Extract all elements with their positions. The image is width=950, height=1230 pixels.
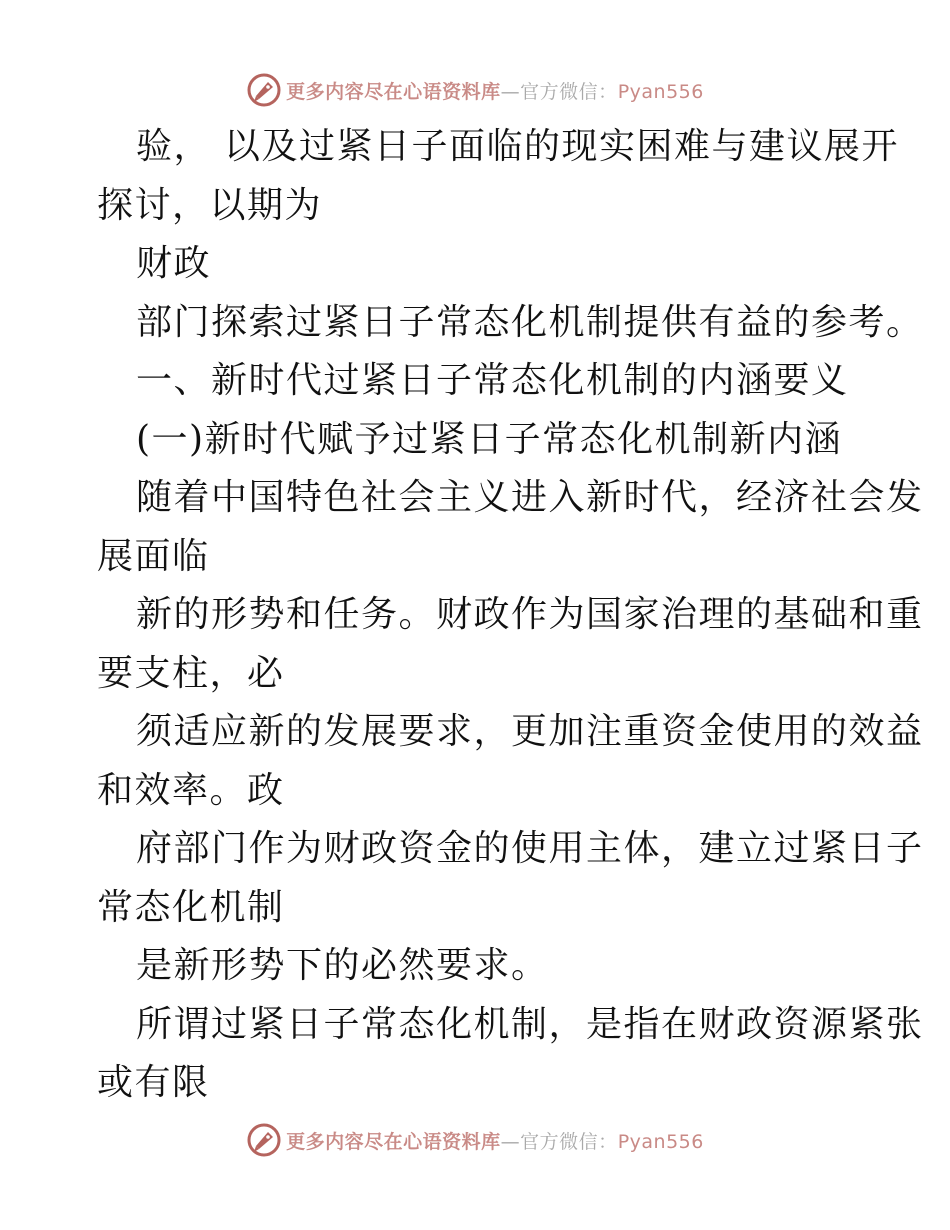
banner-text [286,1127,704,1154]
text-line: 要支柱，必 [97,652,285,694]
banner-wechat-label: 官方微信： [520,80,618,103]
banner-wechat-id: Pyan556 [617,1130,704,1153]
text-line: 新的形势和任务。财政作为国家治理的基础和重 [136,594,924,635]
footer-banner-inner [246,1122,704,1158]
document-body [97,118,924,1113]
text-line: 财政 [136,243,212,284]
text-line: 随着中国特色社会主义进入新时代，经济社会发 [136,477,924,518]
text-line: 和效率。政 [97,769,285,811]
banner-wechat-label: 官方微信： [520,1130,618,1153]
text-line: 常态化机制 [97,886,285,928]
banner-main-text: 更多内容尽在心语资料库 [286,1130,501,1153]
text-line: (一)新时代赋予过紧日子常态化机制新内涵 [136,418,843,460]
text-line: 须适应新的发展要求，更加注重资金使用的效益 [136,711,924,752]
text-line: 部门探索过紧日子常态化机制提供有益的参考。 [136,301,924,343]
text-line: 探讨，以期为 [97,184,323,226]
banner-dash: — [500,1130,521,1153]
pen-nib-logo-icon [246,1122,282,1158]
banner-text [286,77,704,104]
text-line: 所谓过紧日子常态化机制，是指在财政资源紧张 [136,1003,924,1045]
text-line: 府部门作为财政资金的使用主体，建立过紧日子 [136,828,924,869]
banner-main-text: 更多内容尽在心语资料库 [286,80,501,103]
text-line: 一、新时代过紧日子常态化机制的内涵要义 [136,360,849,401]
banner-wechat-id: Pyan556 [617,80,704,103]
pen-nib-logo-icon [246,72,282,108]
header-banner [0,68,950,112]
banner-dash: — [500,80,521,103]
text-line: 或有限 [97,1062,210,1103]
footer-banner [0,1118,950,1162]
text-line: 展面临 [97,535,210,577]
text-line: 是新形势下的必然要求。 [136,945,549,986]
header-banner-inner [246,72,704,108]
text-line: 验， 以及过紧日子面临的现实困难与建议展开 [136,126,899,167]
